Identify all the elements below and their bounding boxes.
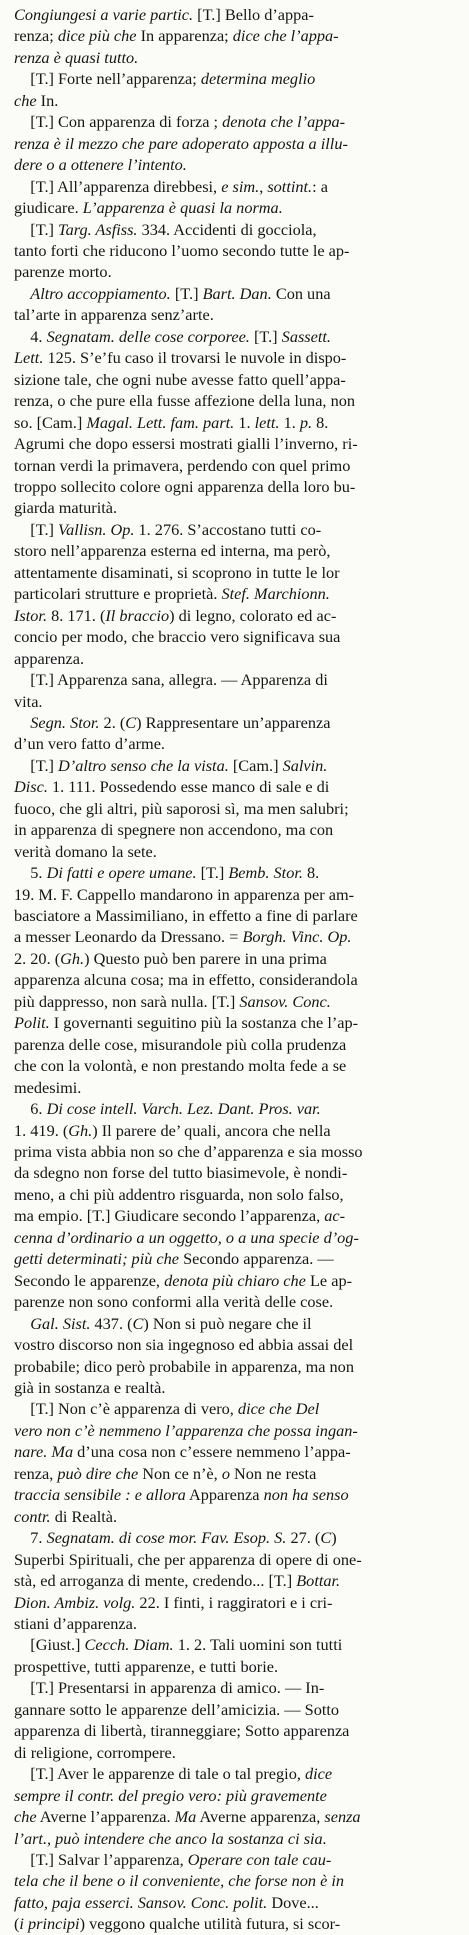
text-segment: ) Non si può negare che il vostro discorso non sia ingegnoso ed abbia assai del probabile; dico però probabile in apparenza, ma non già in sostanza e realtà. (14, 1313, 354, 1397)
text-segment (14, 284, 30, 303)
italic-text-segment: Bemb. Stor. (228, 863, 303, 883)
text-segment: Secondo apparenza. — Secondo le apparenze, (14, 1249, 334, 1290)
italic-text-segment: senza l’art., può intendere che anco la sostanza ci sia. (14, 1807, 361, 1848)
italic-text-segment: Sassett. Lett. (14, 326, 331, 368)
italic-text-segment: Segn. Stor. (30, 712, 100, 732)
entry-paragraph (14, 1677, 457, 1763)
entry-paragraph (14, 283, 457, 326)
italic-text-segment: Di cose intell. Varch. Lez. Dant. Pros. var. (46, 1099, 321, 1119)
text-segment: 5. (14, 863, 47, 883)
text-segment: 1. 276. S’accostano tutti co- storo nell’apparenza esterna ed interna, ma però, attentamente disaminati, si scoprono in tutte le lor particolari strutture e proprietà. (14, 519, 340, 604)
text-segment: [T.] Forte nell’apparenza; (14, 69, 201, 89)
text-segment: 125. S’e’fu caso il trovarsi le nuvole in dispo- sizione tale, che ogni nube avesse fatto quell’appa- renza, o che pure ella fusse affezione della luna, non so. [Cam.] (14, 348, 355, 432)
italic-text-segment: Ma (174, 1807, 197, 1827)
text-segment: 2. 20. ( (14, 948, 61, 968)
italic-text-segment: Targ. Asfiss. (58, 219, 138, 239)
text-segment: 7. (14, 1528, 47, 1548)
italic-text-segment: Segnatam. delle cose corporee. (46, 326, 250, 346)
entry-paragraph (14, 1849, 457, 1935)
text-segment: 1. 111. Possedendo esse manco di sale e di fuoco, che gli altri, più saporosi sì, ma men salubri; in apparenza di spegnere non accendono, ma con verità domano la sete. (14, 777, 349, 861)
italic-text-segment: e sim. (221, 176, 260, 196)
text-segment: Non ce n’è, (138, 1463, 222, 1483)
italic-text-segment: dice sempre il contr. del pregio vero: più gravemente che (14, 1764, 333, 1827)
italic-text-segment: dice che Del vero non c’è nemmeno l’apparenza che possa ingan- nare. Ma (14, 1399, 358, 1462)
italic-text-segment: p. (299, 412, 313, 432)
italic-text-segment: Di fatti e opere umane. (46, 863, 197, 883)
text-segment: 1. (234, 412, 255, 432)
italic-text-segment: Magal. Lett. fam. part. (86, 412, 235, 432)
text-segment: [T.] Aver le apparenze di tale o tal pregio, (14, 1764, 305, 1784)
italic-text-segment: determina meglio che (14, 69, 316, 110)
text-segment: d’una cosa non c’essere nemmeno l’appa- renza, (14, 1442, 351, 1483)
italic-text-segment: Operare con tale cau- tela che il bene o il conveniente, che forse non è in fatto, paja esserci. Sansov. Conc. polit. (14, 1849, 345, 1912)
text-segment: [T.] Salvar l’apparenza, (14, 1849, 188, 1869)
italic-text-segment: C (125, 712, 137, 732)
italic-text-segment: Il braccio (105, 605, 170, 625)
italic-text-segment: Salvin. Disc. (14, 755, 328, 797)
text-segment: [T.] (196, 863, 229, 883)
text-segment: [T.] All’apparenza direbbesi, (14, 176, 222, 196)
italic-text-segment: Congiungesi a varie partic. (14, 5, 194, 24)
text-segment: Averne apparenza, (196, 1807, 325, 1827)
text-segment: 8. Agrumi che dopo essersi mostrati gialli l’inverno, ri- tornan verdi la primavera, perdendo con quel primo troppo sollecito colore ogni apparenza della loro bu- giarda maturità. (14, 412, 358, 518)
entry-paragraph (14, 219, 457, 283)
text-segment: 437. ( (90, 1313, 133, 1333)
entry-paragraph (14, 1313, 457, 1399)
text-segment: ) Il parere de’ quali, ancora che nella prima vista abbia non so che d’apparenza e sia mosso da sdegno non forse del tutto biasimevole, è nondi- meno, a chi più addentro risguarda, non solo falso, ma empio. [T.] Giudicare secondo l’apparenza, (14, 1120, 363, 1226)
text-segment: Non ne resta (234, 1463, 317, 1483)
italic-text-segment: D’altro senso che la vista. (58, 755, 229, 775)
text-segment: [Giust.] (14, 1635, 85, 1655)
text-segment: Con una tal’arte in apparenza senz’arte. (14, 283, 331, 325)
italic-text-segment: ac- cenna d’ordinario a un oggetto, o a una specie d’og- getti determinati; più che (14, 1206, 359, 1269)
text-segment: [T.] (14, 519, 59, 539)
italic-text-segment: traccia sensibile : e allora (14, 1485, 186, 1505)
italic-text-segment: L’apparenza è quasi la norma. (82, 198, 283, 218)
text-segment: 4. (14, 326, 47, 346)
text-segment: 8. 171. ( (47, 605, 106, 625)
text-segment (14, 713, 30, 732)
italic-text-segment: C (320, 1528, 332, 1548)
entry-paragraph (14, 862, 457, 1098)
italic-text-segment: Sansov. Conc. Polit. (14, 991, 331, 1033)
italic-text-segment: Gal. Sist. (30, 1313, 91, 1333)
text-segment: ) Rappresentare un’apparenza d’un vero fatto d’arme. (14, 712, 331, 754)
entry-paragraph (14, 111, 457, 175)
text-segment: ) Questo può ben parere in una prima apparenza alcuna cosa; ma in effetto, considerandola più dappresso, non sarà nulla. [T.] (14, 948, 358, 1011)
italic-text-segment: denota che l’appa- renza è il mezzo che pare adoperato apposta a illu- dere o a ottenere l’intento. (14, 112, 348, 175)
text-segment: [T.] (170, 283, 203, 303)
entry-paragraph (14, 1634, 457, 1677)
italic-text-segment: i principi (19, 1914, 80, 1934)
italic-text-segment: Gh. (60, 948, 85, 968)
text-segment: [T.] (14, 219, 59, 239)
entry-paragraph (14, 519, 457, 669)
italic-text-segment: può dire che (57, 1463, 139, 1483)
text-segment: 2. ( (99, 712, 126, 732)
italic-text-segment: Altro accoppiamento. (30, 283, 171, 303)
entry-paragraph (14, 176, 457, 219)
italic-text-segment: sottint. (267, 176, 313, 196)
italic-text-segment: Borgh. Vinc. Op. (242, 927, 352, 947)
text-segment: Averne l’apparenza. (36, 1807, 175, 1827)
text-segment: [T.] Apparenza sana, allegra. — Apparenza di vita. (14, 670, 328, 711)
entry-paragraph (14, 68, 457, 111)
text-segment: di Realtà. (50, 1506, 118, 1526)
text-segment: 1. 419. ( (14, 1120, 69, 1140)
text-segment: 1. 2. Tali uomini son tutti prospettive, tutti apparenze, e tutti borie. (14, 1635, 343, 1676)
entry-paragraph (14, 669, 457, 712)
italic-text-segment: Gh. (68, 1120, 93, 1140)
text-segment: 8. 19. M. F. Cappello mandarono in apparenza per am- basciatore a Massimiliano, in effetto a fine di parlare a messer Leonardo da Dressano. = (14, 863, 358, 947)
italic-text-segment: Bottar. Dion. Ambiz. volg. (14, 1571, 341, 1612)
text-segment: 334. Accidenti di gocciola, tanto forti che riducono l’uomo secondo tutte le ap- parenze morto. (14, 219, 350, 282)
text-segment: Le ap- parenze non sono conformi alla verità delle cose. (14, 1270, 353, 1312)
text-segment: I governanti seguitino più la sostanza che l’ap- parenza delle cose, misurandole più colla prudenza che con la volontà, e non prestando molta fede a se medesimi. (14, 1013, 359, 1097)
italic-text-segment: dice che l’appa- renza è quasi tutto. (14, 26, 339, 67)
text-segment: [T.] Con apparenza di forza ; (14, 112, 223, 132)
italic-text-segment: dice più che (57, 26, 137, 46)
entry-paragraph (14, 712, 457, 755)
text-segment: 1. (279, 412, 300, 432)
italic-text-segment: non ha senso contr. (14, 1485, 349, 1526)
italic-text-segment: o (221, 1463, 230, 1483)
italic-text-segment: Segnatam. di cose mor. Fav. Esop. S. (46, 1528, 287, 1548)
entry-paragraph (14, 1527, 457, 1634)
text-segment: ) Superbi Spirituali, che per apparenza di opere di one- stà, ed arroganza di mente, credendo... [T.] (14, 1528, 362, 1591)
dictionary-entry-column (14, 4, 457, 1935)
entry-paragraph (14, 1098, 457, 1313)
text-segment: [T.] Bello d’appa- renza; (14, 5, 314, 46)
italic-text-segment: Stef. Marchionn. Istor. (14, 584, 330, 625)
entry-paragraph (14, 326, 457, 519)
text-segment: [T.] (249, 326, 282, 346)
text-segment: [T.] Presentarsi in apparenza di amico. — In- gannare sotto le apparenze dell’amicizia. — Sotto apparenza di libertà, tiranneggiare; Sotto apparenza di religione, corrompere. (14, 1678, 350, 1762)
entry-paragraph (14, 1398, 457, 1527)
italic-text-segment: Cecch. Diam. (84, 1635, 174, 1655)
entry-paragraph (14, 755, 457, 862)
entry-paragraph (14, 1763, 457, 1849)
text-segment: In. (36, 90, 59, 110)
text-segment: Apparenza (185, 1485, 264, 1505)
text-segment: In apparenza; (136, 26, 233, 46)
text-segment: 6. (14, 1099, 47, 1119)
text-segment: ) di legno, colorato ed ac- concio per modo, che braccio vero significava sua apparenza. (14, 605, 341, 668)
italic-text-segment: Bart. Dan. (202, 283, 272, 303)
italic-text-segment: Vallisn. Op. (58, 519, 135, 539)
text-segment: Dove... ( (14, 1892, 319, 1934)
text-segment: 22. I finti, i raggiratori e i cri- stiani d’apparenza. (14, 1592, 333, 1633)
italic-text-segment: lett. (254, 412, 280, 432)
italic-text-segment: C (132, 1313, 144, 1333)
italic-text-segment: denota più chiaro che (164, 1270, 306, 1290)
entry-paragraph (14, 4, 457, 68)
text-segment: ) veggono qualche utilità futura, si scor- (79, 1914, 341, 1934)
text-segment: [Cam.] (228, 755, 283, 775)
text-segment: 27. ( (286, 1528, 321, 1548)
text-segment: , (259, 176, 268, 196)
text-segment: : a giudicare. (14, 176, 328, 218)
text-segment: [T.] Non c’è apparenza di vero, (14, 1399, 238, 1419)
text-segment: [T.] (14, 755, 59, 775)
text-segment (14, 1314, 30, 1333)
